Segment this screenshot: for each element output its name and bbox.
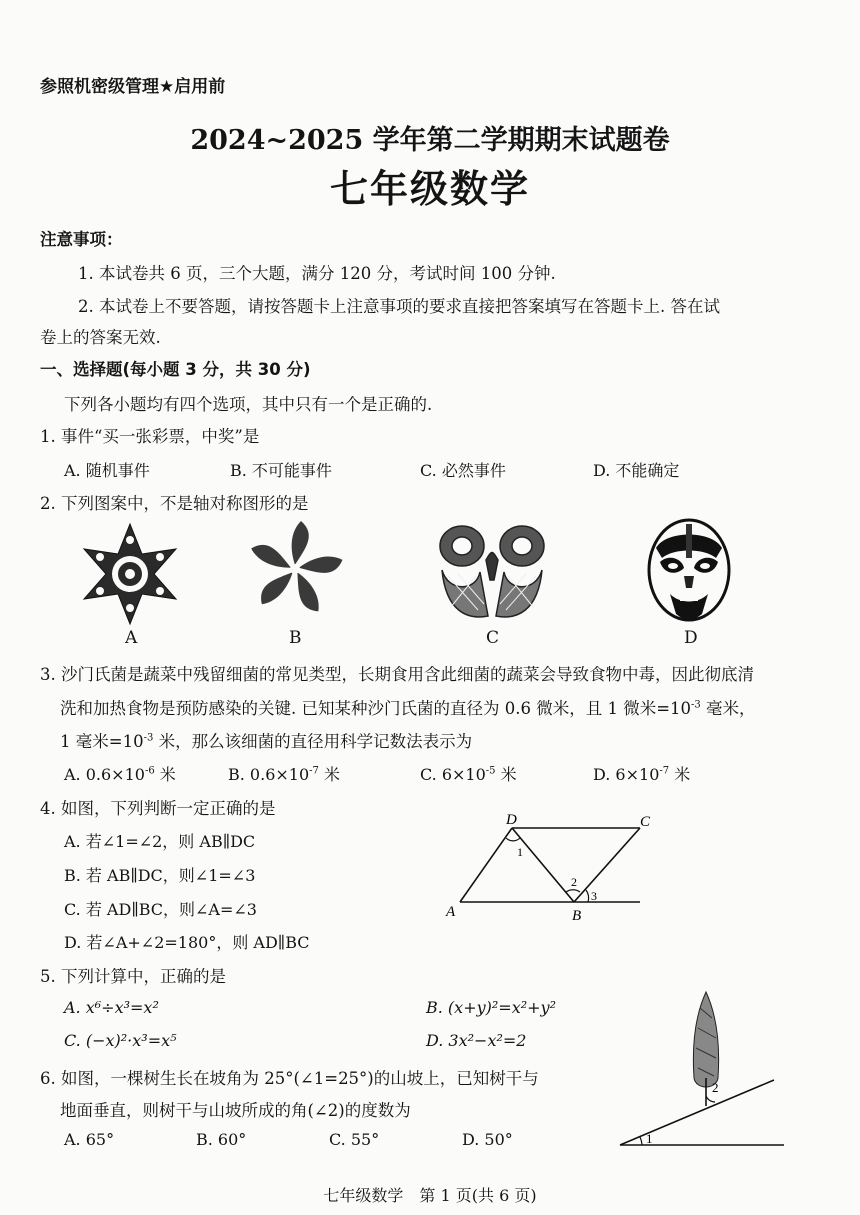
q4-angle-2-label: 2 xyxy=(571,875,577,889)
section-1-heading: 一、选择题(每小题 3 分，共 30 分) xyxy=(40,360,311,379)
q1-option-b: B. 不可能事件 xyxy=(230,461,332,480)
notice-item-2-line-1: 2. 本试卷上不要答题，请按答题卡上注意事项的要求直接把答案填写在答题卡上. 答在试 xyxy=(78,297,720,316)
subject-title: 七年级数学 xyxy=(329,166,530,211)
section-1-intro: 下列各小题均有四个选项，其中只有一个是正确的. xyxy=(64,395,433,414)
q6-line-2: 地面垂直，则树干与山坡所成的角(∠2)的度数为 xyxy=(60,1101,411,1120)
q6-angle-1-label: 1 xyxy=(646,1131,653,1146)
q1-stem: 1. 事件“买一张彩票，中奖”是 xyxy=(40,427,260,446)
q1-option-a: A. 随机事件 xyxy=(64,461,150,480)
figure-d-opera-mask xyxy=(646,518,732,626)
figure-d-caption: D xyxy=(684,628,698,648)
figure-a-star-pattern xyxy=(78,522,182,626)
q5-option-b: B. (x+y)²=x²+y² xyxy=(426,998,556,1017)
q1-option-c: C. 必然事件 xyxy=(420,461,506,480)
q4-option-a: A. 若∠1=∠2，则 AB∥DC xyxy=(64,832,256,851)
q4-geometry-figure xyxy=(440,808,670,928)
q4-option-c: C. 若 AD∥BC，则∠A=∠3 xyxy=(64,900,257,919)
q4-stem: 4. 如图，下列判断一定正确的是 xyxy=(40,799,276,818)
q5-stem: 5. 下列计算中，正确的是 xyxy=(40,967,226,986)
q5-option-a: A. x⁶÷x³=x² xyxy=(64,998,159,1017)
q3-option-a: A. $0.6\times 10^{-6}$ 米 xyxy=(64,765,176,784)
q3-option-d: D. $6\times 10^{-7}$ 米 xyxy=(593,765,691,784)
q3-option-b: B. $0.6\times 10^{-7}$ 米 xyxy=(228,765,340,784)
q6-angle-2-label: 2 xyxy=(712,1080,719,1095)
q6-line-1: 6. 如图，一棵树生长在坡角为 25°(∠1=25°)的山坡上，已知树干与 xyxy=(40,1069,539,1088)
q3-option-c: C. $6\times 10^{-5}$ 米 xyxy=(420,765,517,784)
q4-label-c: C xyxy=(640,814,651,830)
notice-heading: 注意事项： xyxy=(40,230,123,249)
q4-option-b: B. 若 AB∥DC，则∠1=∠3 xyxy=(64,866,256,885)
q3-line-3: 1 毫米$=10^{-3}$ 米，那么该细菌的直径用科学记数法表示为 xyxy=(60,732,473,751)
q1-option-d: D. 不能确定 xyxy=(593,461,680,480)
exam-title: 2024~2025 学年第二学期期末试题卷 xyxy=(190,125,670,156)
q4-angle-3-label: 3 xyxy=(591,889,597,903)
q6-option-d: D. 50° xyxy=(462,1130,513,1149)
figure-b-caption: B xyxy=(289,628,302,648)
q6-option-c: C. 55° xyxy=(329,1130,380,1149)
notice-item-2-line-2: 卷上的答案无效. xyxy=(40,328,161,347)
q3-line-1: 3. 沙门氏菌是蔬菜中残留细菌的常见类型，长期食用含此细菌的蔬菜会导致食物中毒，因此彻底清 xyxy=(40,665,754,684)
page-footer: 七年级数学 第 1 页(共 6 页) xyxy=(323,1186,537,1205)
q6-option-b: B. 60° xyxy=(196,1130,247,1149)
q5-option-c: C. (−x)²·x³=x⁵ xyxy=(64,1031,177,1050)
q4-label-a: A xyxy=(446,904,456,920)
figure-c-paired-figures-pattern xyxy=(428,520,556,624)
q5-option-d: D. 3x²−x²=2 xyxy=(426,1031,527,1050)
q3-line-2: 洗和加热食物是预防感染的关键. 已知某种沙门氏菌的直径为 0.6 微米，且 1 微米$=10^{-3}$ 毫米， xyxy=(60,699,756,718)
q4-option-d: D. 若∠A+∠2=180°，则 AD∥BC xyxy=(64,933,310,952)
notice-item-1: 1. 本试卷共 6 页，三个大题，满分 120 分，考试时间 100 分钟. xyxy=(78,264,556,283)
q4-angle-1-label: 1 xyxy=(517,845,523,859)
q4-label-b: B xyxy=(572,908,582,924)
q4-label-d: D xyxy=(506,812,517,828)
q6-option-a: A. 65° xyxy=(64,1130,115,1149)
figure-b-bauhinia-pattern xyxy=(244,518,346,620)
figure-c-caption: C xyxy=(486,628,500,648)
q2-stem: 2. 下列图案中，不是轴对称图形的是 xyxy=(40,494,309,513)
secrecy-label: 参照机密级管理★启用前 xyxy=(40,77,226,97)
q6-tree-slope-figure xyxy=(612,988,792,1148)
figure-a-caption: A xyxy=(125,628,138,648)
